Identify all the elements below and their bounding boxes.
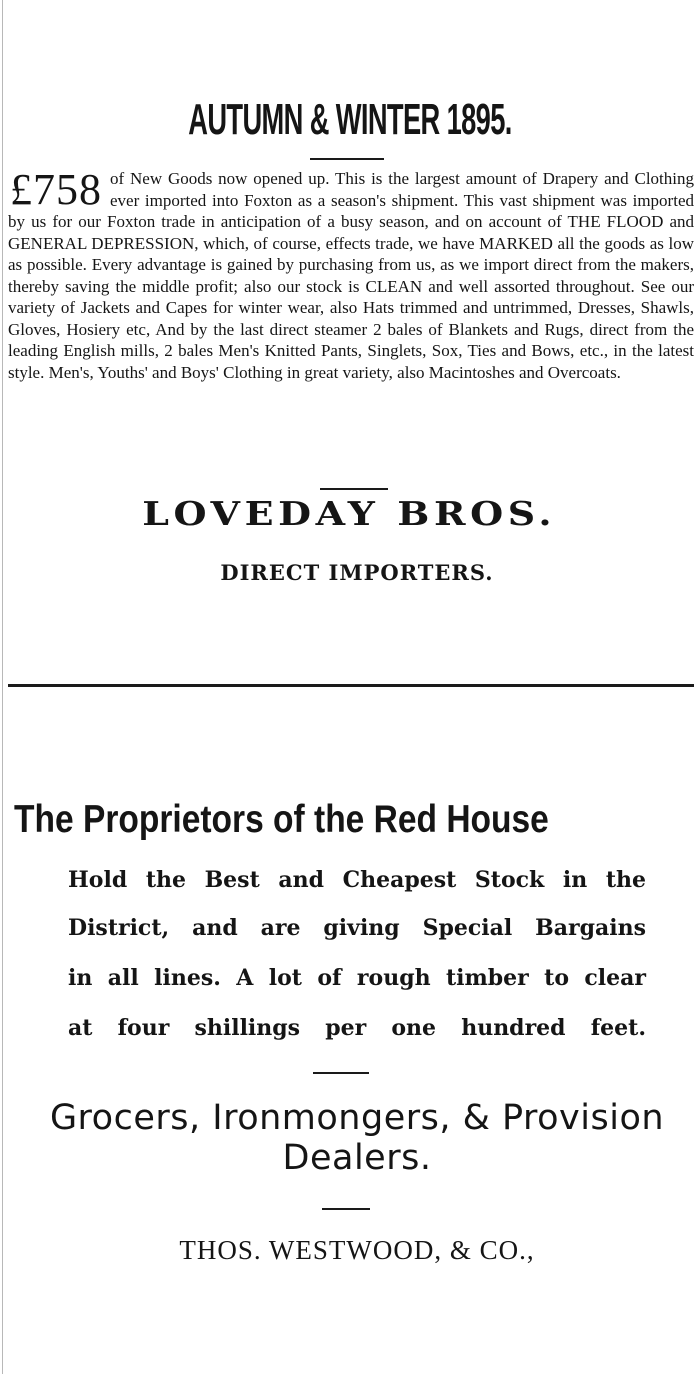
ad-line-text: Hold the Best and Cheapest Stock in the xyxy=(68,867,646,893)
ad-line-text: in all lines. A lot of rough timber to clear xyxy=(68,965,646,991)
firm-name: LOVEDAY BROS. xyxy=(142,494,557,533)
ad-line-text: at four shillings per one hundred feet. xyxy=(68,1015,646,1041)
ad-line xyxy=(68,913,646,943)
separator-rule xyxy=(322,1208,370,1210)
ad-body-text: of New Goods now opened up. This is the largest amount of Drapery and Clothing ever imported into Foxton as a season's shipment. This vast shipment was imported by us for our Foxton trade in anticipation of a busy season, and on account of THE FLOOD and GENERAL DEPRESSION, which, of course, effects trade, we have MARKED all the goods as low as possible. Every advantage is gained by purchasing from us, as we import direct from the makers, thereby saving the middle profit; also our stock is CLEAN and well assorted throughout. See our variety of Jackets and Capes for winter wear, also Hats trimmed and untrimmed, Dresses, Shawls, Gloves, Hosiery etc, And by the last direct steamer 2 bales of Blankets and Rugs, direct from the leading English mills, 2 bales Men's Knitted Pants, Singlets, Sox, Ties and Bows, etc., in the latest style. Men's, Youths' and Boys' Clothing in great variety, also Macintoshes and Overcoats. xyxy=(8,169,694,382)
ad-line xyxy=(68,963,646,993)
ad-title: AUTUMN & WINTER 1895. xyxy=(188,95,512,144)
ad-line-text: District, and are giving Special Bargains xyxy=(68,915,646,941)
trade-line: Grocers, Ironmongers, & Provision xyxy=(49,1098,665,1138)
ad-line xyxy=(68,865,646,895)
separator-rule xyxy=(313,1072,369,1074)
trade-description xyxy=(0,1098,700,1178)
title-rule xyxy=(310,158,384,160)
body-rule xyxy=(320,488,388,490)
firm-name: THOS. WESTWOOD, & CO., xyxy=(179,1235,535,1265)
column-divider xyxy=(8,684,694,687)
ad-body xyxy=(8,165,694,383)
ad-line xyxy=(68,1013,646,1043)
amount-figure: £758 xyxy=(10,165,102,214)
trade-line: Dealers. xyxy=(282,1138,432,1178)
ad-heading: The Proprietors of the Red House xyxy=(14,798,549,841)
firm-subtitle: DIRECT IMPORTERS. xyxy=(220,560,494,585)
